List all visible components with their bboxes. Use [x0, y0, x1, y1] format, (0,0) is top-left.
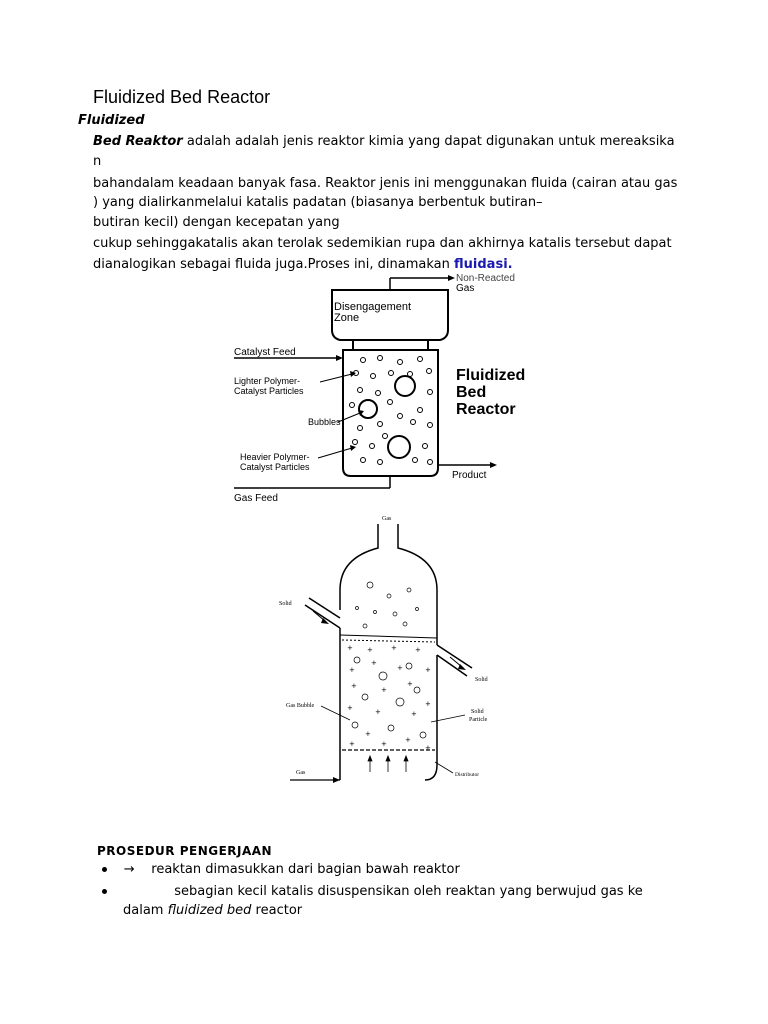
- fluidasi-link[interactable]: fluidasi: [454, 257, 508, 272]
- para-line-6-text: dianalogikan sebagai fluida juga.Proses ini, dinamakan: [93, 257, 450, 272]
- fig2-solid-left: Solid: [279, 601, 292, 607]
- svg-text:+: +: [381, 686, 387, 694]
- svg-text:+: +: [347, 644, 353, 652]
- svg-text:+: +: [415, 646, 421, 654]
- zone-label: Zone: [334, 312, 360, 324]
- svg-text:+: +: [405, 736, 411, 744]
- fig2-gas-bubble: Gas Bubble: [286, 703, 315, 709]
- svg-text:+: +: [365, 730, 371, 738]
- procedure-item-2b-em: fluidized bed: [167, 903, 252, 918]
- fig2-solid-right: Solid: [475, 677, 488, 683]
- procedure-item-1-text: reaktan dimasukkan dari bagian bawah reaktor: [151, 862, 460, 877]
- reactor-body: [343, 350, 438, 476]
- para-line-1-text: adalah adalah jenis reaktor kimia yang dapat digunakan untuk mereaksika: [186, 134, 675, 149]
- bubbles-label: Bubbles: [308, 417, 341, 427]
- procedure-item-2b-pre: dalam: [123, 903, 168, 918]
- svg-text:+: +: [367, 646, 373, 654]
- svg-text:+: +: [351, 682, 357, 690]
- procedure-item-2b-post: reactor: [251, 903, 303, 918]
- svg-text:+: +: [349, 666, 355, 674]
- procedure-item-2: [102, 884, 643, 899]
- fig2-solid-particle-2: Particle: [469, 717, 488, 723]
- para-line-5: cukup sehinggakatalis akan terolak sedemikian rupa dan akhirnya katalis tersebut dapat: [93, 236, 672, 251]
- bed-particles: [347, 644, 431, 752]
- bullet-dot-icon: [102, 867, 107, 872]
- para-line-1: [93, 134, 675, 149]
- para-line-1b: n: [93, 154, 102, 169]
- label-fluidized: Fluidized: [78, 113, 145, 128]
- svg-text:+: +: [425, 744, 431, 752]
- fig2-distributor: Distributor: [455, 772, 480, 778]
- bullet-dot-icon: [102, 889, 107, 894]
- para-line-3: ) yang dialirkanmelalui katalis padatan (biasanya berbentuk butiran–: [93, 195, 543, 210]
- gas-top-label: Gas: [456, 283, 475, 294]
- procedure-item-1: [102, 862, 460, 877]
- arrow-marker-icon: →: [123, 862, 135, 877]
- procedure-item-2b: [123, 903, 302, 918]
- svg-text:+: +: [425, 700, 431, 708]
- svg-text:+: +: [411, 710, 417, 718]
- page-title: Fluidized Bed Reactor: [93, 87, 271, 107]
- procedure-title: PROSEDUR PENGERJAAN: [97, 844, 273, 858]
- fig2-gas-bottom: Gas: [296, 770, 306, 776]
- para-line-4: butiran kecil) dengan kecepatan yang: [93, 215, 340, 230]
- non-reacted-label: Non-Reacted: [456, 273, 515, 284]
- catalyst-feed-label: Catalyst Feed: [234, 347, 296, 358]
- heavier-label-2: Catalyst Particles: [240, 462, 310, 472]
- svg-text:+: +: [375, 708, 381, 716]
- fig2-solid-particle-1: Solid: [471, 709, 484, 715]
- disengagement-label: Disengagement: [334, 301, 412, 313]
- svg-text:+: +: [371, 659, 377, 667]
- svg-text:+: +: [381, 740, 387, 748]
- product-label: Product: [452, 470, 487, 481]
- svg-text:+: +: [407, 680, 413, 688]
- big-label-2: Bed: [456, 384, 487, 401]
- procedure-item-2-text: sebagian kecil katalis disuspensikan oleh reaktan yang berwujud gas ke: [174, 884, 643, 899]
- heavier-label-1: Heavier Polymer-: [240, 452, 310, 462]
- gas-feed-label: Gas Feed: [234, 493, 278, 504]
- para-line-2: bahandalam keadaan banyak fasa. Reaktor jenis ini menggunakan fluida (cairan atau gas: [93, 176, 678, 191]
- lighter-label-2: Catalyst Particles: [234, 386, 304, 396]
- period: .: [507, 257, 513, 272]
- figure-fluidized-bed-reactor: [230, 270, 540, 502]
- svg-text:+: +: [347, 704, 353, 712]
- svg-text:+: +: [349, 740, 355, 748]
- big-label-3: Reactor: [456, 401, 516, 418]
- lighter-label-1: Lighter Polymer-: [234, 376, 301, 386]
- svg-text:+: +: [397, 664, 403, 672]
- figure-reactor-schematic: [279, 510, 500, 785]
- fig2-gas-top: Gas: [382, 516, 392, 522]
- svg-text:+: +: [425, 666, 431, 674]
- big-label-1: Fluidized: [456, 367, 526, 384]
- svg-text:+: +: [391, 644, 397, 652]
- term-bed-reaktor: Bed Reaktor: [93, 134, 183, 149]
